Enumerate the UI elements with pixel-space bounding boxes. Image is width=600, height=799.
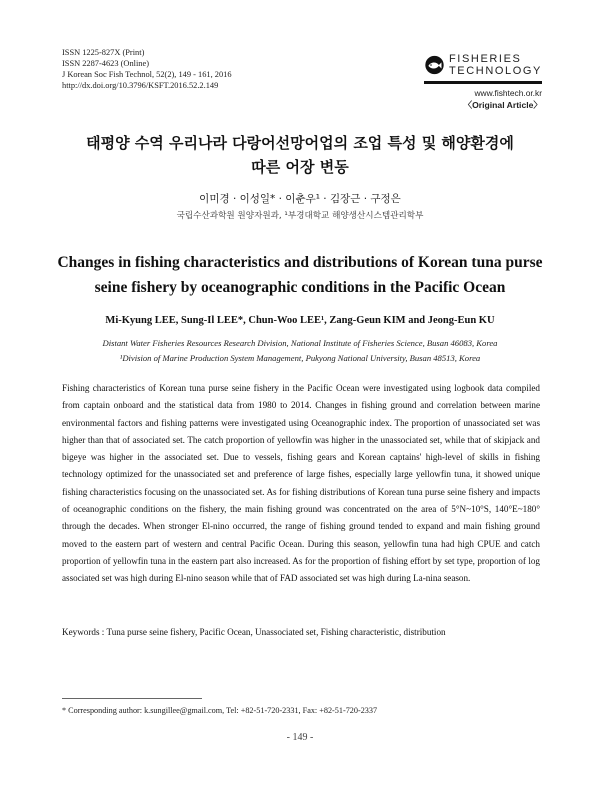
journal-url[interactable]: www.fishtech.or.kr [474,88,542,98]
journal-citation: J Korean Soc Fish Technol, 52(2), 149 - 161, 2016 [62,70,232,79]
english-title [40,250,560,300]
english-title-line-1: Changes in fishing characteristics and distributions of Korean tuna purse [57,254,543,271]
journal-header [62,47,232,91]
logo-divider [424,81,542,84]
issn-print: ISSN 1225-827X (Print) [62,48,145,57]
footnote-divider [62,698,202,699]
fish-logo-icon [424,53,445,77]
logo-line-1: FISHERIES [448,53,522,65]
abstract: Fishing characteristics of Korean tuna purse seine fishery in the Pacific Ocean were investigated using logbook data compiled from captain onboard and the statistical data from 1980 to 2014. Changes in fishing ground and correlation between marine environmental factors and fishing patterns were investigated using Oceanographic index. The proportion of unassociated set was higher than that of associated set. The catch proportion of yellowfin was higher in the unassociated set, while that of skipjack and bigeye was higher in the associated set. Due to vessels, fishing gears and Korean captains' high-level of skills in fishing technology optimized for the unassociated set and preference of large fishes, especially large yellowfin tuna, it showed unique fishing characteristics focusing on the unassociated set. As for fishing distributions of Korean tuna purse seine fishery and impacts of oceanographic conditions on the fishery, the main fishing ground was concentrated on the area of 5°N~10°S, 140°E~180° through the decades. When stronger El-nino occurred, the range of fishing ground tended to expand and main fishing ground moved to the eastern part of western and central Pacific Ocean. During this season, yellowfin tuna had high CPUE and catch proportion of yellowfin tuna in the eastern part also increased. As for the proportion of fishing effort by set type, proportion of log associated set was high during El-nino season while that of FAD associated set was high during La-nina season. [62,383,540,584]
page-number: - 149 - [286,732,314,743]
article-type: 〈Original Article〉 [463,100,542,110]
english-title-line-2: seine fishery by oceanographic conditions in the Pacific Ocean [94,279,506,296]
korean-authors: 이미경 · 이성일* · 이춘우¹ · 김장근 · 구정은 [199,193,401,205]
english-affiliation-1: Distant Water Fisheries Resources Research Division, National Institute of Fisheries Science, Busan 46083, Korea [102,338,498,348]
korean-title-line-2: 따른 어장 변동 [251,158,349,176]
korean-title [40,131,560,179]
journal-logo [424,51,542,111]
issn-online: ISSN 2287-4623 (Online) [62,59,150,68]
doi-link[interactable]: http://dx.doi.org/10.3796/KSFT.2016.52.2.149 [62,81,219,90]
korean-title-line-1: 태평양 수역 우리나라 다랑어선망어업의 조업 특성 및 해양환경에 [86,134,514,152]
english-authors: Mi-Kyung LEE, Sung-Il LEE*, Chun-Woo LEE¹, Zang-Geun KIM and Jeong-Eun KU [105,315,495,326]
korean-affiliation: 국립수산과학원 원양자원과, ¹부경대학교 해양생산시스템관리학부 [176,211,424,221]
logo-line-2: TECHNOLOGY [448,65,542,77]
keywords: Keywords : Tuna purse seine fishery, Pacific Ocean, Unassociated set, Fishing characteristic, distribution [62,627,446,637]
corresponding-author-footnote: * Corresponding author: k.sungillee@gmail.com, Tel: +82-51-720-2331, Fax: +82-51-720-2337 [62,706,378,715]
english-affiliation-2: ¹Division of Marine Production System Management, Pukyong National University, Busan 48513, Korea [119,353,481,363]
